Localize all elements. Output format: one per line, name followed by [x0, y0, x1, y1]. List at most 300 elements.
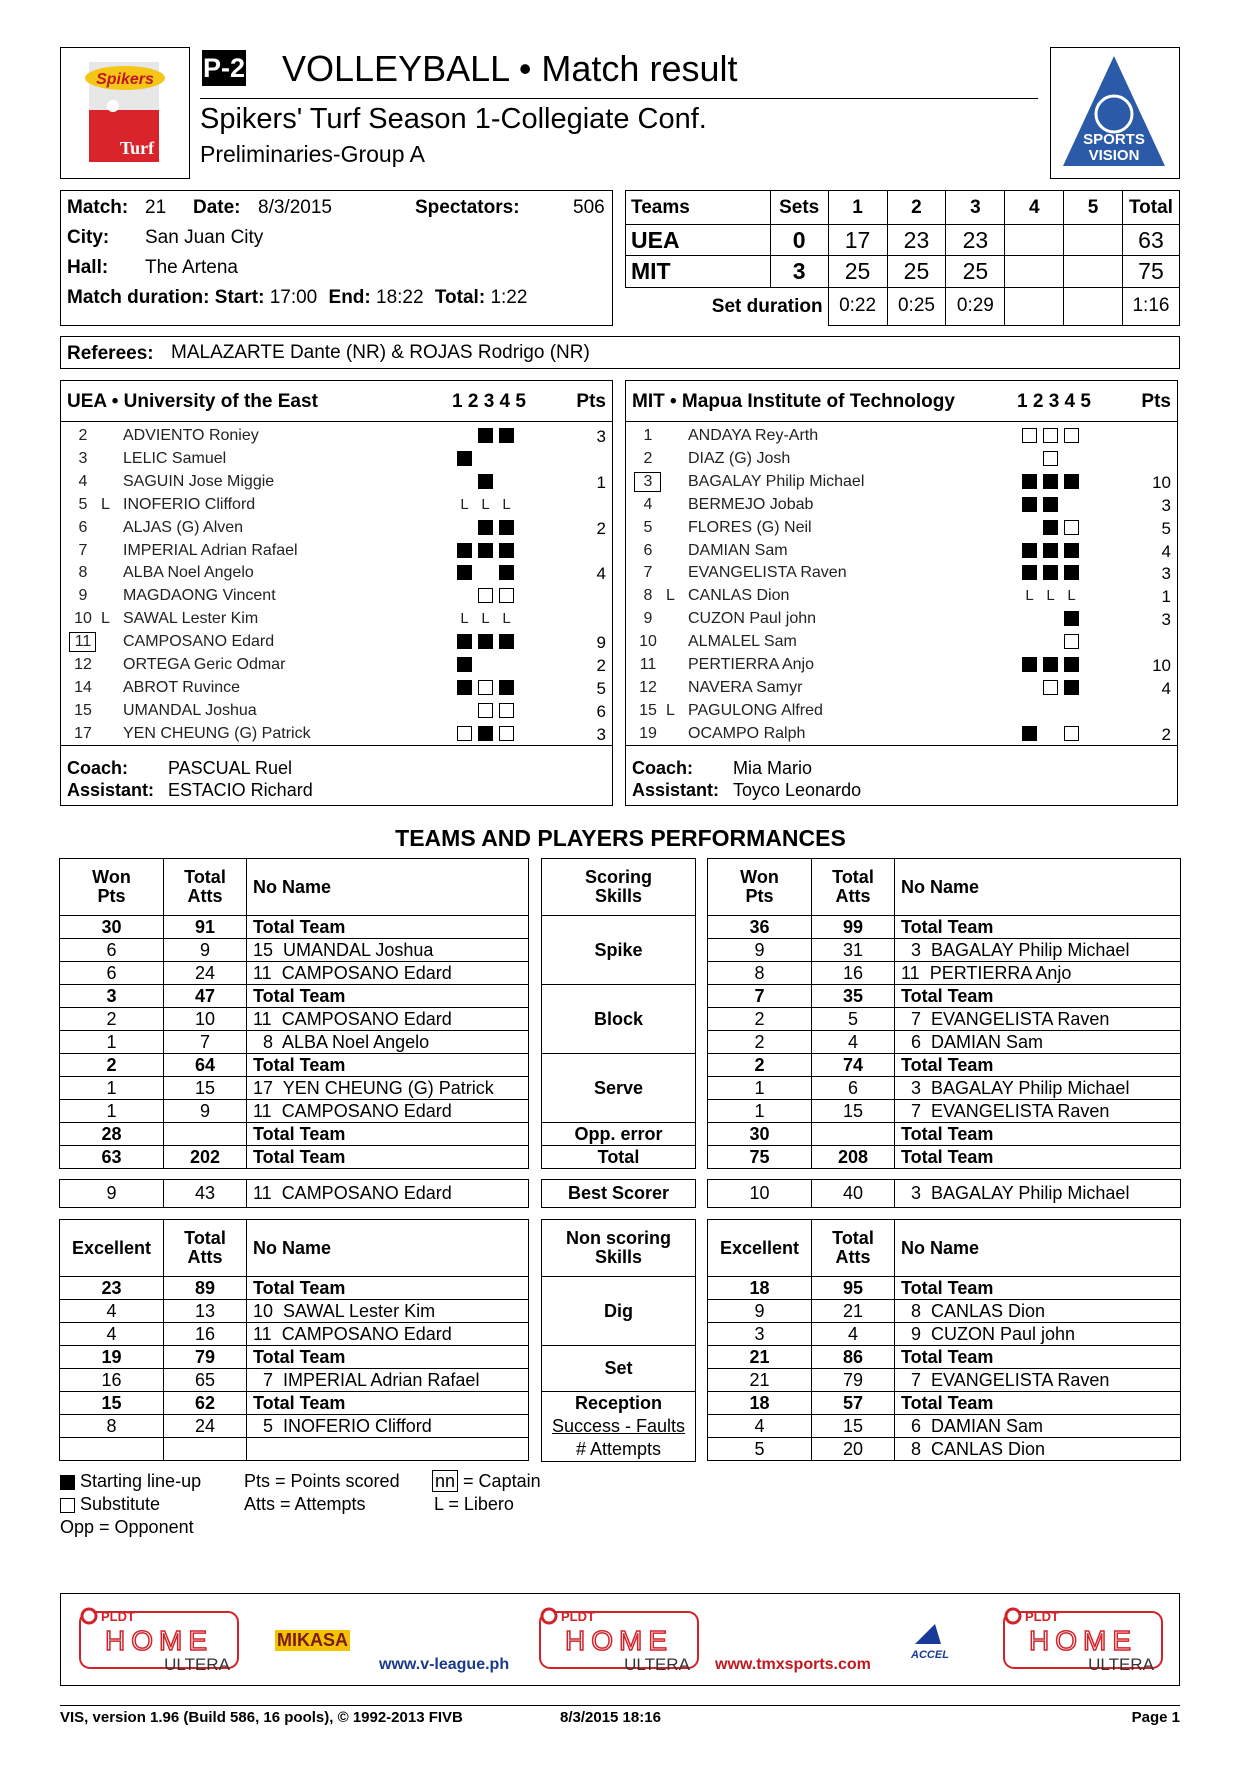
table-row	[60, 1438, 529, 1461]
value-cell: 9	[708, 939, 812, 962]
player-number: 3	[78, 449, 88, 467]
player-points: 6	[596, 701, 606, 721]
match-info-box	[60, 190, 613, 326]
player-points: 4	[1161, 678, 1171, 698]
name-cell: 9 CUZON Paul john	[895, 1323, 1181, 1346]
starting-lineup-icon	[1043, 543, 1058, 558]
table-row	[708, 985, 1181, 1008]
set-marker: L	[460, 610, 469, 628]
attempts-cell: 79	[164, 1346, 247, 1369]
attempts-cell: 15	[812, 1415, 895, 1438]
player-name: MAGDAONG Vincent	[123, 587, 276, 605]
player-row	[61, 517, 612, 540]
footer-divider	[60, 1705, 1180, 1706]
table-row	[60, 939, 529, 962]
set-marker: L	[1067, 587, 1076, 605]
attempts-cell: 35	[812, 985, 895, 1008]
set-marker	[1064, 497, 1079, 512]
hd-nonscoring-skills: Non scoring Skills	[542, 1220, 696, 1277]
attempts-cell: 79	[812, 1369, 895, 1392]
value-cell: 21	[708, 1369, 812, 1392]
player-name: SAGUIN Jose Miggie	[123, 472, 275, 490]
player-points: 4	[596, 564, 606, 584]
player-row	[626, 540, 1177, 563]
table-row	[60, 1077, 529, 1100]
player-points: 10	[1152, 472, 1171, 492]
player-number: 3	[643, 472, 653, 490]
player-name: LELIC Samuel	[123, 449, 227, 467]
set-marker	[457, 588, 472, 603]
libero-marker: L	[101, 495, 110, 513]
footer-page: Page 1	[1131, 1709, 1180, 1726]
value-cell: 1	[708, 1077, 812, 1100]
set-marker	[1022, 611, 1037, 626]
pldt-home-logo-2	[539, 1606, 699, 1674]
value-cell: 2	[60, 1054, 164, 1077]
table-row	[708, 962, 1181, 985]
player-row	[61, 448, 612, 471]
table-row	[60, 1100, 529, 1123]
player-points: 9	[596, 633, 606, 653]
substitute-icon	[1043, 428, 1058, 443]
set-marker	[1064, 451, 1079, 466]
name-cell: Total Team	[247, 1346, 529, 1369]
skill-opp-error: Opp. error	[542, 1123, 696, 1146]
value-cell: 8	[708, 962, 812, 985]
attempts-cell: 21	[812, 1300, 895, 1323]
player-name: SAWAL Lester Kim	[123, 610, 259, 628]
substitute-icon	[1043, 680, 1058, 695]
svg-text:PLDT: PLDT	[1025, 1609, 1059, 1624]
starting-lineup-icon	[1064, 543, 1079, 558]
value-cell: 63	[60, 1146, 164, 1169]
set-marker: L	[460, 495, 469, 513]
starting-lineup-icon	[457, 657, 472, 672]
player-number: 12	[639, 678, 657, 696]
player-number: 11	[74, 633, 92, 651]
attempts-cell: 5	[812, 1008, 895, 1031]
footer-printed: 8/3/2015 18:16	[560, 1709, 661, 1726]
table-row	[708, 1077, 1181, 1100]
attempts-cell: 16	[164, 1323, 247, 1346]
team-a-sets-header: 1 2 3 4 5	[452, 391, 526, 412]
name-cell: Total Team	[895, 1054, 1181, 1077]
table-row	[708, 1346, 1181, 1369]
player-name: UMANDAL Joshua	[123, 701, 257, 719]
set-marker	[478, 451, 493, 466]
hd-set1: 1	[828, 191, 887, 225]
value-cell: 18	[708, 1392, 812, 1415]
hd-sets: Sets	[770, 191, 828, 225]
name-cell: Total Team	[247, 1146, 529, 1169]
legend-libero: L = Libero	[434, 1494, 514, 1514]
player-number: 8	[78, 564, 88, 582]
tmx-url: www.tmxsports.com	[715, 1656, 871, 1673]
set-marker	[457, 703, 472, 718]
sports-vision-logo	[1050, 47, 1180, 179]
team-b-nonscoring-table	[707, 1219, 1181, 1461]
attempts-cell: 31	[812, 939, 895, 962]
match-number: 21	[145, 197, 167, 218]
svg-text:HOME: HOME	[565, 1625, 673, 1656]
player-points: 10	[1152, 656, 1171, 675]
starting-lineup-icon	[478, 428, 493, 443]
player-number: 5	[643, 518, 653, 536]
starting-lineup-icon	[457, 565, 472, 580]
player-name: ORTEGA Geric Odmar	[123, 656, 286, 673]
name-cell: 6 DAMIAN Sam	[895, 1031, 1181, 1054]
nonscoring-skills-column	[541, 1219, 696, 1462]
player-row	[61, 608, 612, 631]
attempts-cell: 202	[164, 1146, 247, 1169]
table-row	[60, 916, 529, 939]
coach-label: Coach:	[67, 758, 129, 778]
substitute-icon	[1064, 520, 1079, 535]
value-cell: 1	[60, 1100, 164, 1123]
value-cell: 9	[708, 1300, 812, 1323]
name-cell: 8 ALBA Noel Angelo	[247, 1031, 529, 1054]
player-name: PERTIERRA Anjo	[688, 656, 814, 673]
set-marker	[457, 520, 472, 535]
footer-version: VIS, version 1.96 (Build 586, 16 pools), © 1992-2013 FIVB	[60, 1709, 463, 1726]
name-cell: Total Team	[247, 1392, 529, 1415]
end-time: 18:22	[376, 287, 424, 308]
hd-no-name: No Name	[895, 1220, 1181, 1277]
legend-atts: Atts = Attempts	[244, 1494, 366, 1514]
referees-label: Referees:	[67, 343, 154, 364]
player-points: 2	[1161, 724, 1171, 744]
hd-set2: 2	[887, 191, 946, 225]
hall-label: Hall:	[67, 257, 109, 278]
value-cell: 2	[708, 1031, 812, 1054]
name-cell: Total Team	[247, 1123, 529, 1146]
player-name: BERMEJO Jobab	[688, 495, 814, 513]
name-cell: Total Team	[247, 916, 529, 939]
hd-no-name: No Name	[895, 859, 1181, 916]
pldt-home-logo-3	[1003, 1606, 1163, 1674]
starting-lineup-icon	[1043, 474, 1058, 489]
page-code: P-2	[202, 50, 246, 86]
starting-lineup-icon	[1022, 497, 1037, 512]
player-name: ALBA Noel Angelo	[123, 564, 254, 582]
table-row	[708, 1100, 1181, 1123]
logo-text-2: Turf	[119, 138, 155, 158]
total-label: Total:	[434, 287, 486, 308]
city-label: City:	[67, 227, 110, 248]
player-name: ALMALEL Sam	[688, 633, 797, 651]
set-marker: L	[481, 610, 490, 628]
hd-excellent: Excellent	[60, 1220, 164, 1277]
player-points: 3	[1161, 495, 1171, 515]
name-cell: 17 YEN CHEUNG (G) Patrick	[247, 1077, 529, 1100]
set-marker	[499, 474, 514, 489]
team-a-title: UEA • University of the East	[67, 391, 318, 412]
attempts-cell: 15	[164, 1077, 247, 1100]
start-label: Start:	[214, 287, 265, 308]
player-name: ABROT Ruvince	[123, 678, 241, 696]
hd-scoring-skills: Scoring Skills	[542, 859, 696, 916]
attempts-cell: 95	[812, 1277, 895, 1300]
starting-lineup-icon	[1022, 474, 1037, 489]
attempts-cell: 86	[812, 1346, 895, 1369]
score-table	[625, 190, 1180, 326]
player-number: 4	[78, 472, 88, 490]
team-a-nonscoring-table	[59, 1219, 529, 1461]
starting-lineup-icon	[457, 451, 472, 466]
hd-no-name: No Name	[247, 859, 529, 916]
player-name: BAGALAY Philip Michael	[688, 472, 865, 490]
attempts-cell	[164, 1438, 247, 1461]
player-number: 10	[74, 610, 92, 628]
captain-box-icon	[69, 632, 96, 652]
player-name: YEN CHEUNG (G) Patrick	[123, 724, 311, 742]
value-cell: 8	[60, 1415, 164, 1438]
player-number: 10	[639, 633, 657, 651]
table-row	[708, 1300, 1181, 1323]
table-row	[60, 1146, 529, 1169]
skill-serve: Serve	[542, 1054, 696, 1123]
starting-lineup-icon	[499, 565, 514, 580]
player-number: 8	[643, 587, 653, 605]
player-number: 15	[74, 701, 92, 719]
player-name: CUZON Paul john	[688, 610, 817, 628]
name-cell: Total Team	[895, 1146, 1181, 1169]
value-cell: 3	[60, 985, 164, 1008]
team-a-roster	[60, 380, 613, 806]
attempts-cell: 64	[164, 1054, 247, 1077]
value-cell: 1	[708, 1100, 812, 1123]
table-row	[60, 1300, 529, 1323]
hd-set3: 3	[946, 191, 1005, 225]
city: San Juan City	[145, 227, 264, 248]
player-row	[626, 585, 1177, 608]
player-row	[626, 562, 1177, 585]
name-cell: 11 CAMPOSANO Edard	[247, 1323, 529, 1346]
value-cell: 4	[708, 1415, 812, 1438]
table-row	[60, 985, 529, 1008]
attempts-cell: 57	[812, 1392, 895, 1415]
duration-label: Match duration:	[67, 287, 210, 308]
attempts-cell: 99	[812, 916, 895, 939]
player-row	[626, 654, 1177, 677]
team-a-scoring-table	[59, 858, 529, 1169]
name-cell: 3 BAGALAY Philip Michael	[895, 939, 1181, 962]
skill-block: Block	[542, 985, 696, 1054]
team-b-players	[626, 425, 1177, 745]
captain-box-icon: nn	[432, 1470, 458, 1492]
player-row	[626, 700, 1177, 723]
player-number: 7	[78, 541, 88, 559]
set-marker: L	[1025, 587, 1034, 605]
starting-lineup-icon	[478, 474, 493, 489]
team-a-coach: PASCUAL Ruel	[168, 758, 293, 778]
player-row	[61, 654, 612, 677]
player-points: 3	[1161, 564, 1171, 584]
svg-text:PLDT: PLDT	[561, 1609, 595, 1624]
substitute-icon	[457, 726, 472, 741]
value-cell: 5	[708, 1438, 812, 1461]
vleague-url: www.v-league.ph	[379, 1656, 510, 1673]
table-row	[60, 1277, 529, 1300]
table-row	[708, 1146, 1181, 1169]
svg-text:PLDT: PLDT	[101, 1609, 135, 1624]
team-b-roster	[625, 380, 1178, 806]
substitute-icon	[1043, 451, 1058, 466]
skill-reception: Reception Success - Faults # Attempts	[542, 1392, 696, 1462]
attempts-cell: 4	[812, 1031, 895, 1054]
set-marker	[499, 657, 514, 672]
starting-lineup-icon	[478, 543, 493, 558]
hd-excellent: Excellent	[708, 1220, 812, 1277]
value-cell: 4	[60, 1300, 164, 1323]
starting-lineup-icon	[1064, 565, 1079, 580]
name-cell: 8 CANLAS Dion	[895, 1300, 1181, 1323]
captain-box-icon	[634, 472, 661, 492]
table-row	[60, 1323, 529, 1346]
player-name: CANLAS Dion	[688, 587, 790, 605]
player-points: 2	[596, 656, 606, 675]
attempts-cell: 6	[812, 1077, 895, 1100]
attempts-cell: 15	[812, 1100, 895, 1123]
legend-starting: Starting line-up	[80, 1471, 202, 1491]
table-row	[708, 1415, 1181, 1438]
attempts-cell: 89	[164, 1277, 247, 1300]
player-number: 2	[78, 427, 88, 444]
table-row	[708, 1277, 1181, 1300]
attempts-cell: 74	[812, 1054, 895, 1077]
player-row	[626, 448, 1177, 471]
starting-lineup-icon	[499, 428, 514, 443]
coach-label: Coach:	[632, 758, 694, 778]
attempts-cell: 24	[164, 1415, 247, 1438]
player-name: DIAZ (G) Josh	[688, 449, 791, 467]
team-b-assistant: Toyco Leonardo	[733, 780, 862, 800]
starting-lineup-icon	[478, 520, 493, 535]
scoring-skills-column	[541, 858, 696, 1169]
table-row	[60, 1031, 529, 1054]
player-row	[61, 425, 612, 448]
set-marker: L	[502, 610, 511, 628]
legend-substitute: Substitute	[80, 1494, 161, 1514]
player-name: DAMIAN Sam	[688, 541, 788, 559]
substitute-icon	[1022, 428, 1037, 443]
libero-marker: L	[101, 610, 110, 628]
score-row-uea: UEA 0 17 23 23 63	[626, 225, 1180, 256]
set-marker: L	[481, 495, 490, 513]
player-name: ALJAS (G) Alven	[123, 518, 244, 536]
set-marker: L	[1046, 587, 1055, 605]
set-duration-row: Set duration 0:22 0:25 0:29 1:16	[626, 287, 1180, 325]
substitute-icon	[1064, 634, 1079, 649]
value-cell: 2	[60, 1008, 164, 1031]
table-row	[708, 1438, 1181, 1461]
name-cell: 6 DAMIAN Sam	[895, 1415, 1181, 1438]
spikers-turf-logo	[60, 47, 190, 179]
player-name: PAGULONG Alfred	[688, 701, 823, 719]
table-row	[60, 962, 529, 985]
svg-text:ULTERA: ULTERA	[1088, 1655, 1154, 1674]
attempts-cell: 65	[164, 1369, 247, 1392]
total-time: 1:22	[490, 287, 528, 308]
team-b-scoring-table	[707, 858, 1181, 1169]
player-number: 9	[78, 587, 88, 605]
value-cell: 2	[708, 1008, 812, 1031]
table-row	[708, 916, 1181, 939]
player-number: 6	[78, 518, 88, 536]
substitute-icon	[499, 588, 514, 603]
set-marker	[1022, 451, 1037, 466]
player-number: 19	[639, 724, 657, 742]
name-cell: Total Team	[895, 916, 1181, 939]
table-row	[708, 1369, 1181, 1392]
substitute-icon	[478, 703, 493, 718]
player-number: 11	[639, 656, 657, 673]
starting-lineup-icon	[499, 520, 514, 535]
hd-set4: 4	[1005, 191, 1064, 225]
player-points: 3	[596, 724, 606, 744]
player-name: FLORES (G) Neil	[688, 518, 812, 536]
legend-captain: = Captain	[463, 1471, 541, 1491]
name-cell: 7 EVANGELISTA Raven	[895, 1100, 1181, 1123]
set-marker	[499, 451, 514, 466]
logo-text-1: Spikers	[96, 71, 154, 88]
name-cell: Total Team	[895, 985, 1181, 1008]
set-marker	[478, 565, 493, 580]
player-points: 2	[596, 518, 606, 538]
team-b-best-scorer: 10 40 3 BAGALAY Philip Michael	[707, 1179, 1181, 1208]
player-name: CAMPOSANO Edard	[123, 633, 275, 651]
attempts-cell: 91	[164, 916, 247, 939]
name-cell: Total Team	[895, 1123, 1181, 1146]
player-number: 7	[643, 564, 653, 582]
starting-lineup-icon	[1043, 497, 1058, 512]
team-a-pts-header: Pts	[576, 391, 606, 412]
table-row	[708, 939, 1181, 962]
attempts-cell: 4	[812, 1323, 895, 1346]
set-marker: L	[502, 495, 511, 513]
substitute-icon	[478, 588, 493, 603]
assistant-label: Assistant:	[632, 780, 720, 800]
starting-lineup-icon	[1043, 520, 1058, 535]
starting-lineup-icon	[499, 680, 514, 695]
hd-teams: Teams	[626, 191, 771, 225]
set-marker	[457, 474, 472, 489]
name-cell: 10 SAWAL Lester Kim	[247, 1300, 529, 1323]
value-cell: 30	[708, 1123, 812, 1146]
player-points: 4	[1161, 541, 1171, 561]
set-marker	[1043, 726, 1058, 741]
attempts-cell: 9	[164, 939, 247, 962]
starting-lineup-icon	[1022, 565, 1037, 580]
player-row	[626, 631, 1177, 654]
hd-won-pts: Won Pts	[60, 859, 164, 916]
attempts-cell: 9	[164, 1100, 247, 1123]
mikasa-logo: MIKASA	[277, 1630, 348, 1650]
value-cell: 75	[708, 1146, 812, 1169]
hd-total: Total	[1122, 191, 1179, 225]
referees-box	[60, 336, 1180, 369]
skill-total: Total	[542, 1146, 696, 1169]
attempts-cell: 13	[164, 1300, 247, 1323]
player-number: 4	[643, 495, 653, 513]
starting-lineup-icon	[478, 726, 493, 741]
match-label: Match:	[67, 197, 129, 218]
player-row	[626, 723, 1177, 746]
starting-lineup-icon	[499, 634, 514, 649]
table-row	[708, 1392, 1181, 1415]
spectators-count: 506	[573, 197, 605, 218]
name-cell: 11 CAMPOSANO Edard	[247, 1008, 529, 1031]
